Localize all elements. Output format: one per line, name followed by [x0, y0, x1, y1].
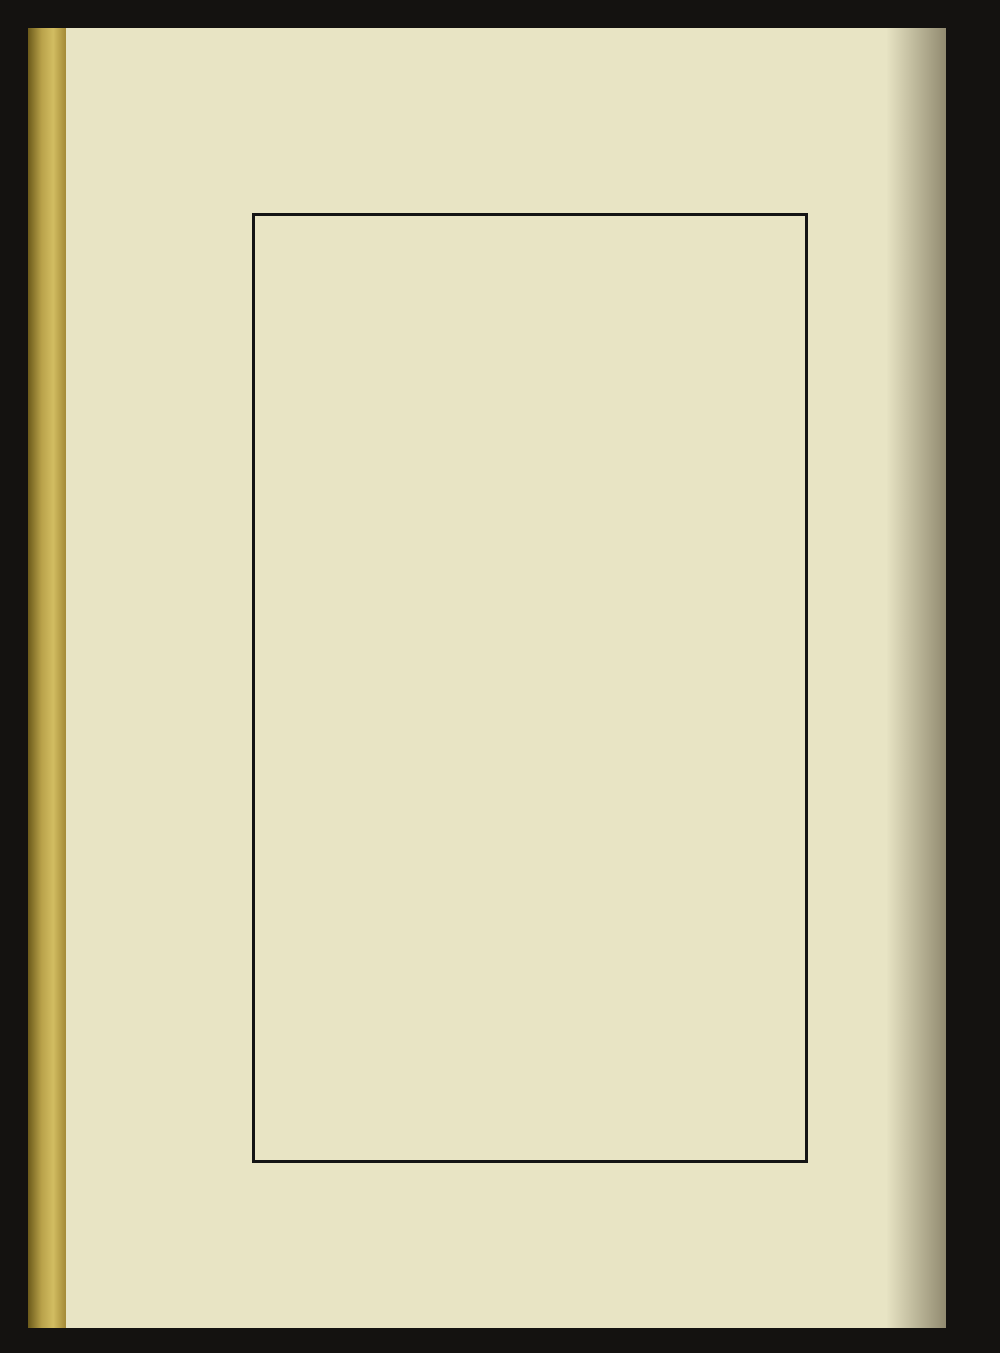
page-gutter-shadow [886, 28, 946, 1328]
register-table [252, 213, 808, 1163]
